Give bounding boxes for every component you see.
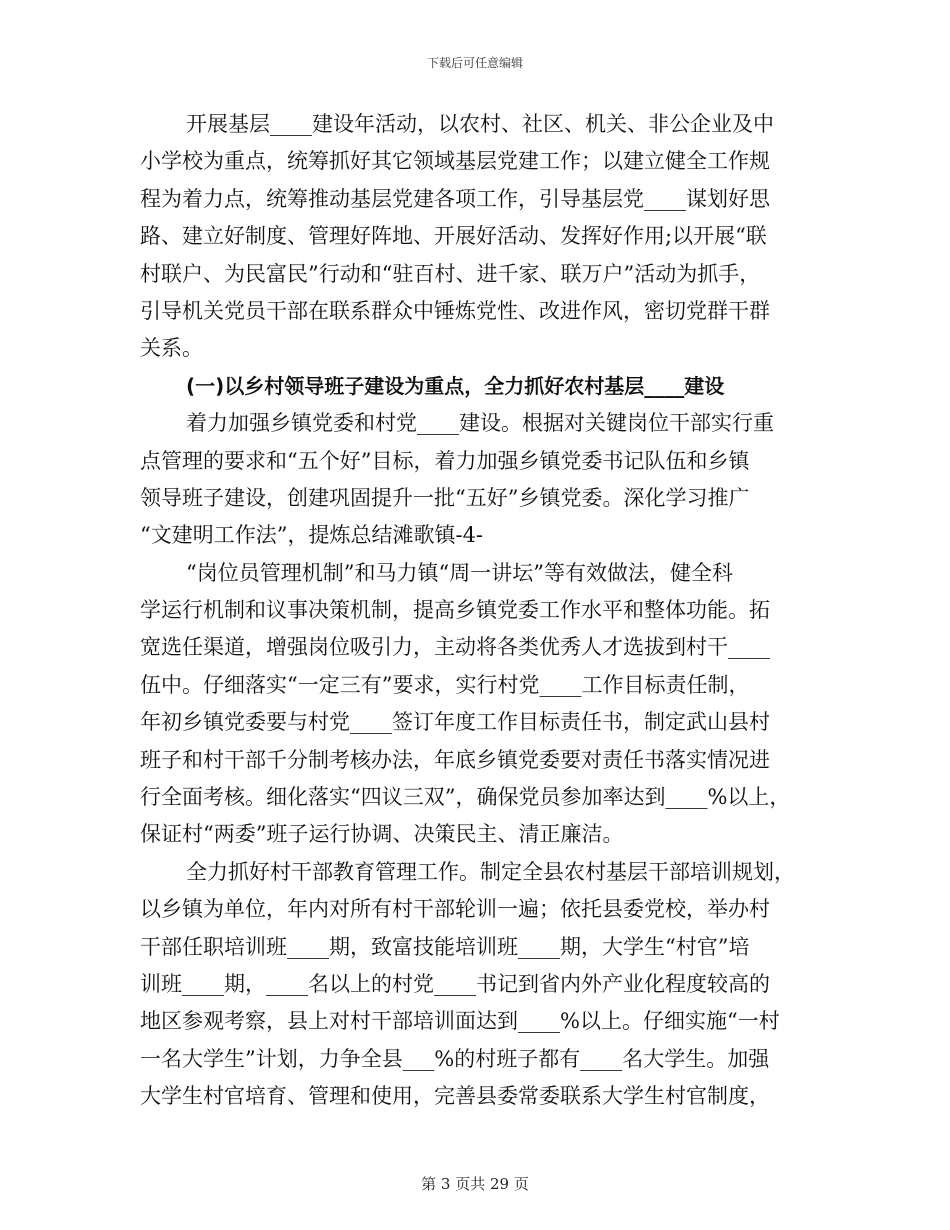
text-line: 小学校为重点，统筹抓好其它领域基层党建工作；以建立健全工作规 xyxy=(140,149,770,174)
text-line: 路、建立好制度、管理好阵地、开展好活动、发挥好作用;以开展“联 xyxy=(140,224,767,249)
document-body xyxy=(140,106,820,1116)
text-line: 宽选任渠道，增强岗位吸引力，主动将各类优秀人才选拔到村干____ xyxy=(140,635,770,660)
page-header: 下载后可任意编辑 xyxy=(426,56,523,70)
text-line: 着力加强乡镇党委和村党____建设。根据对关键岗位干部实行重 xyxy=(186,411,774,436)
text-line: 全力抓好村干部教育管理工作。制定全县农村基层干部培训规划， xyxy=(186,859,795,884)
text-line: 以乡镇为单位，年内对所有村干部轮训一遍；依托县委党校，举办村 xyxy=(140,897,770,922)
text-line: 行全面考核。细化落实“四议三双”，确保党员参加率达到____%以上， xyxy=(140,785,791,810)
text-line: 地区参观考察，县上对村干部培训面达到____%以上。仔细实施“一村 xyxy=(140,1009,780,1034)
text-line: “岗位员管理机制”和马力镇“周一讲坛”等有效做法，健全科 xyxy=(186,560,733,585)
text-line: 大学生村官培育、管理和使用，完善县委常委联系大学生村官制度， xyxy=(140,1084,770,1109)
text-line: 伍中。仔细落实“一定三有”要求，实行村党____工作目标责任制， xyxy=(140,672,750,697)
text-line: 干部任职培训班____期，致富技能培训班____期，大学生“村官”培 xyxy=(140,934,750,959)
text-line: 村联户、为民富民”行动和“驻百村、进千家、联万户”活动为抓手， xyxy=(140,261,761,286)
text-line: 关系。 xyxy=(140,336,203,361)
text-line: 领导班子建设，创建巩固提升一批“五好”乡镇党委。深化学习推广 xyxy=(140,485,750,510)
text-line: 训班____期，____名以上的村党____书记到省内外产业化程度较高的 xyxy=(140,971,770,996)
text-line: 学运行机制和议事决策机制，提高乡镇党委工作水平和整体功能。拓 xyxy=(140,598,770,623)
text-line: 年初乡镇党委要与村党____签订年度工作目标责任书，制定武山县村 xyxy=(140,710,770,735)
text-line: 程为着力点，统筹推动基层党建各项工作，引导基层党____谋划好思 xyxy=(140,186,770,211)
text-line: 开展基层____建设年活动，以农村、社区、机关、非公企业及中 xyxy=(186,112,774,136)
text-line: 班子和村干部千分制考核办法，年底乡镇党委要对责任书落实情况进 xyxy=(140,747,770,772)
text-line: 引导机关党员干部在联系群众中锤炼党性、改进作风，密切党群干群 xyxy=(140,298,770,323)
text-line: 一名大学生”计划，力争全县___%的村班子都有____名大学生。加强 xyxy=(140,1046,770,1071)
text-line: 点管理的要求和“五个好”目标，着力加强乡镇党委书记队伍和乡镇 xyxy=(140,448,750,473)
page-footer: 第 3 页共 29 页 xyxy=(421,1175,529,1193)
text-line: 保证村“两委”班子运行协调、决策民主、清正廉洁。 xyxy=(140,822,624,847)
section-heading: (一)以乡村领导班子建设为重点，全力抓好农村基层____建设 xyxy=(186,373,725,398)
text-line: “文建明工作法”，提炼总结滩歌镇-4- xyxy=(140,523,484,548)
